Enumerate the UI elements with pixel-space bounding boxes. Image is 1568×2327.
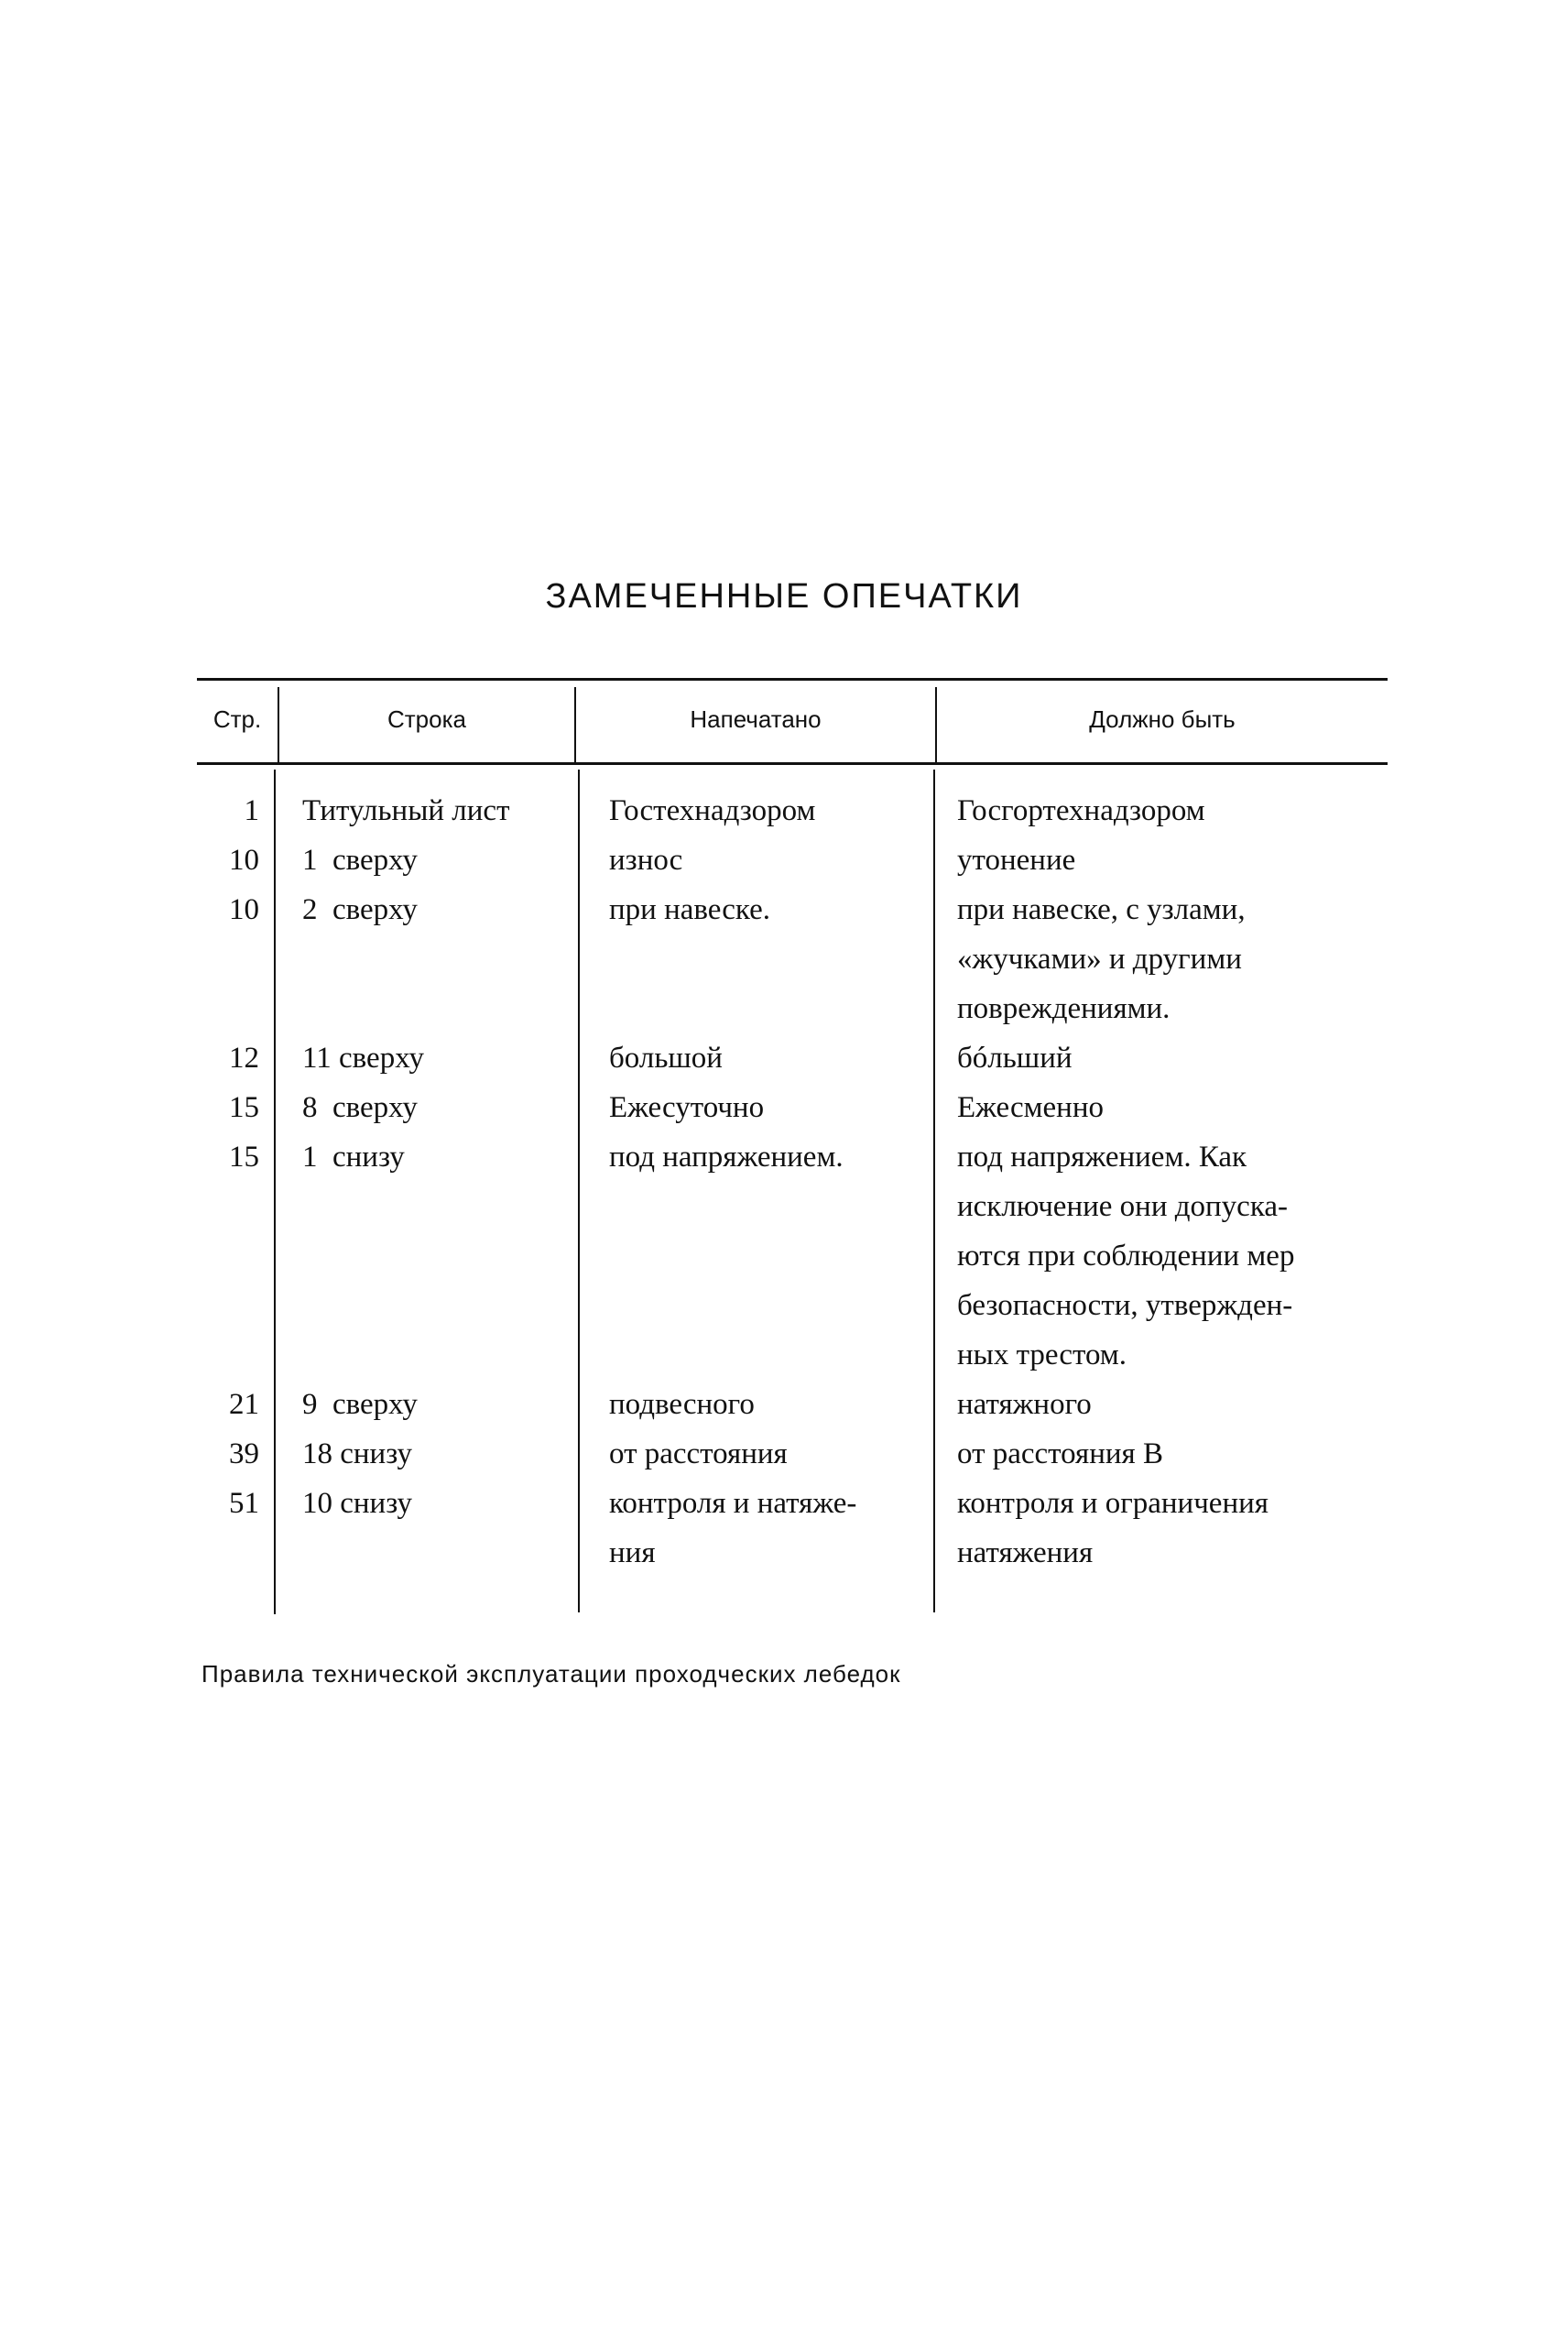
should-be-line: безопасности, утвержден- — [957, 1289, 1293, 1322]
printed-line: ния — [609, 1536, 656, 1569]
cell-should-be — [957, 1083, 1388, 1132]
cell-page: 15 — [229, 1091, 259, 1124]
cell-line: 9 сверху — [302, 1388, 418, 1421]
cell-line: 2 сверху — [302, 893, 418, 926]
printed-line: большой — [609, 1042, 723, 1075]
printed-line: под напряжением. — [609, 1141, 844, 1174]
should-be-line: под напряжением. Как — [957, 1141, 1247, 1174]
cell-printed — [609, 1479, 948, 1578]
should-be-line: ных трестом. — [957, 1338, 1127, 1371]
should-be-line: контроля и ограничения — [957, 1487, 1269, 1520]
should-be-line: бóльший — [957, 1042, 1073, 1075]
cell-page: 10 — [229, 844, 259, 877]
should-be-line: утонение — [957, 844, 1076, 877]
cell-line: 1 снизу — [302, 1141, 405, 1174]
cell-printed — [609, 1033, 948, 1083]
should-be-line: Ежесменно — [957, 1091, 1104, 1124]
cell-page: 1 — [244, 794, 259, 827]
cell-should-be — [957, 1380, 1388, 1429]
printed-line: Гостехнадзором — [609, 794, 816, 827]
cell-printed — [609, 1380, 948, 1429]
header-printed: Напечатано — [690, 705, 822, 733]
printed-line: при навеске. — [609, 893, 770, 926]
table-row — [197, 1083, 1388, 1132]
cell-printed — [609, 1429, 948, 1479]
table-header-rule — [197, 762, 1388, 765]
table-body — [197, 786, 1388, 1578]
cell-should-be — [957, 786, 1388, 836]
cell-line: 18 снизу — [302, 1437, 413, 1470]
printed-line: контроля и натяже- — [609, 1487, 857, 1520]
printed-line: подвесного — [609, 1388, 755, 1421]
cell-line: Титульный лист — [302, 794, 510, 827]
table-row — [197, 1479, 1388, 1578]
header-should-be: Должно быть — [1089, 705, 1236, 733]
table-row — [197, 786, 1388, 836]
cell-should-be — [957, 1479, 1388, 1578]
should-be-line: Госгортехнадзором — [957, 794, 1205, 827]
table-top-rule — [197, 678, 1388, 681]
cell-printed — [609, 1132, 948, 1182]
cell-should-be — [957, 836, 1388, 885]
page-title: ЗАМЕЧЕННЫЕ ОПЕЧАТКИ — [545, 577, 1023, 616]
table-row — [197, 1132, 1388, 1380]
printed-line: износ — [609, 844, 683, 877]
should-be-line: натяжения — [957, 1536, 1094, 1569]
footer-book-title: Правила технической эксплуатации проходческих лебедок — [201, 1660, 901, 1688]
should-be-line: исключение они допуска- — [957, 1190, 1289, 1223]
cell-printed — [609, 1083, 948, 1132]
cell-should-be — [957, 1033, 1388, 1083]
table-row — [197, 1380, 1388, 1429]
cell-printed — [609, 885, 948, 934]
should-be-line: ются при соблюдении мер — [957, 1240, 1295, 1273]
cell-line: 11 сверху — [302, 1042, 424, 1075]
cell-should-be — [957, 1132, 1388, 1380]
should-be-line: натяжного — [957, 1388, 1092, 1421]
should-be-line: от расстояния B — [957, 1437, 1163, 1470]
cell-printed — [609, 786, 948, 836]
header-line: Строка — [387, 705, 466, 733]
cell-line: 10 снизу — [302, 1487, 413, 1520]
table-row — [197, 836, 1388, 885]
cell-line: 8 сверху — [302, 1091, 418, 1124]
header-page: Стр. — [212, 705, 262, 733]
should-be-line: «жучками» и другими — [957, 943, 1242, 976]
cell-should-be — [957, 1429, 1388, 1479]
cell-page: 51 — [229, 1487, 259, 1520]
cell-page: 39 — [229, 1437, 259, 1470]
cell-page: 15 — [229, 1141, 259, 1174]
cell-page: 21 — [229, 1388, 259, 1421]
should-be-line: повреждениями. — [957, 992, 1171, 1025]
cell-printed — [609, 836, 948, 885]
cell-should-be — [957, 885, 1388, 1033]
should-be-line: при навеске, с узлами, — [957, 893, 1246, 926]
table-row — [197, 1033, 1388, 1083]
printed-line: от расстояния — [609, 1437, 788, 1470]
cell-page: 10 — [229, 893, 259, 926]
table-row — [197, 885, 1388, 1033]
table-row — [197, 1429, 1388, 1479]
printed-line: Ежесуточно — [609, 1091, 765, 1124]
cell-page: 12 — [229, 1042, 259, 1075]
cell-line: 1 сверху — [302, 844, 418, 877]
errata-table — [197, 678, 1388, 1631]
